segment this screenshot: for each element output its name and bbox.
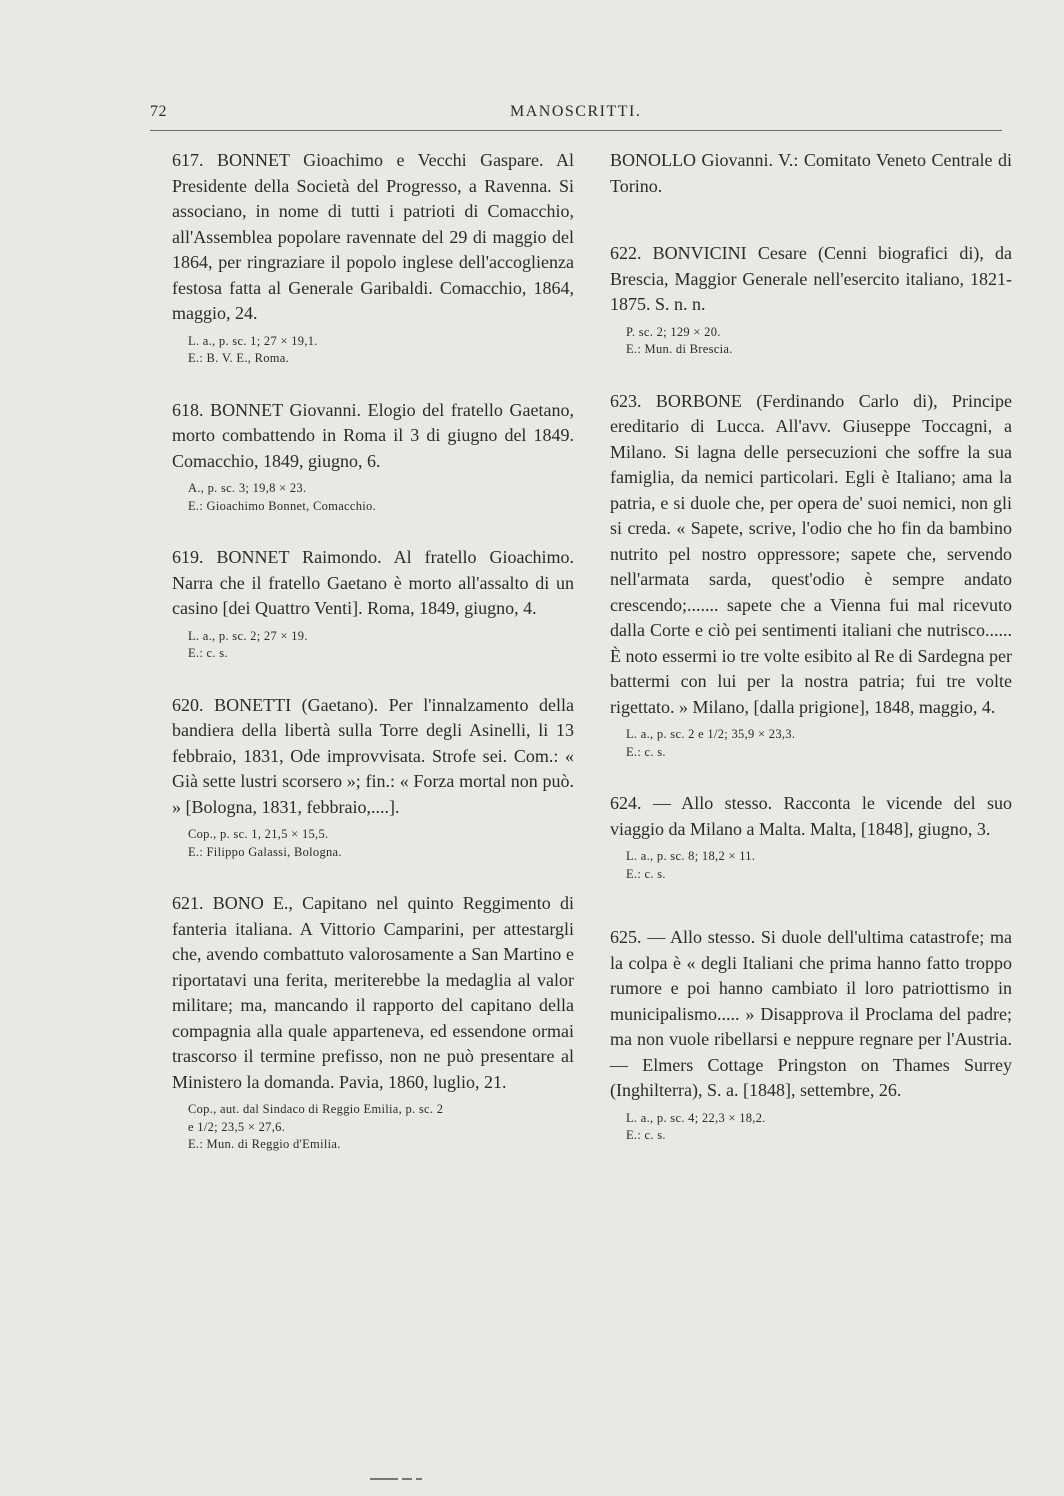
entry-text: 617. BONNET Gioachimo e Vecchi Gaspare. Al Presidente della Società del Progresso, a Ravenna. Si associano, in nome di tutti i patrioti di Comacchio, all'Assemblea popolare ravennate del 29 di maggio del 1864, per ringraziare il popolo inglese dell'accoglienza festosa fatta al Generale Garibaldi. Comacchio, 1864, maggio, 24. <box>172 150 574 323</box>
entry-text: 623. BORBONE (Ferdinando Carlo di), Principe ereditario di Lucca. All'avv. Giuseppe Toccagni, a Milano. Si lagna delle persecuzioni che soffre la sua famiglia, da nemici particolari. Egli è Italiano; ama la patria, e si duole che, per opera de' suoi nemici, non gli si creda. « Sapete, scrive, l'odio che ho fin da bambino nutrito pel nostro oppressore; sapete che, servendo nell'armata sarda, quest'odio è sempre andato crescendo;....... sapete che a Vienna fui mal ricevuto dalla Corte e ciò pei sentimenti italiani che nutrisco...... È noto essermi io tre volte esibito al Re di Sardegna per battermi con lui per la nostra patria; fui tre volte rigettato. » Milano, [dalla prigione], 1848, maggio, 4. <box>610 390 1012 717</box>
entry-text: 622. BONVICINI Cesare (Cenni biografici di), da Brescia, Maggior Generale nell'esercito italiano, 1821-1875. S. n. n. <box>610 243 1012 314</box>
entry-text: 621. BONO E., Capitano nel quinto Reggimento di fanteria italiana. A Vittorio Camparini, per attestargli che, avendo combattuto valorosamente a San Martino e riportatavi una ferita, meriterebbe la medaglia al valor militare; ma, mancando il rapporto del capitano della compagnia alla quale apparteneva, ed essendone ormai trascorso il termine prefisso, non ne può presentare al Ministero la domanda. Pavia, 1860, luglio, 21. <box>172 893 574 1092</box>
entry-meta <box>172 826 574 861</box>
left-column <box>172 148 574 1184</box>
meta-line: P. sc. 2; 129 × 20. <box>626 324 721 339</box>
running-head: MANOSCRITTI. <box>510 103 642 120</box>
meta-line: Cop., aut. dal Sindaco di Reggio Emilia, p. sc. 2 <box>188 1102 444 1116</box>
entry-619 <box>172 545 574 663</box>
page-number: 72 <box>150 103 167 120</box>
meta-line: A., p. sc. 3; 19,8 × 23. <box>188 481 307 495</box>
meta-line: L. a., p. sc. 4; 22,3 × 18,2. <box>626 1110 766 1125</box>
entry-text: 619. BONNET Raimondo. Al fratello Gioachimo. Narra che il fratello Gaetano è morto all'assalto di un casino [dei Quattro Venti]. Roma, 1849, giugno, 4. <box>172 547 574 618</box>
entry-620 <box>172 693 574 862</box>
entry-text: 618. BONNET Giovanni. Elogio del fratello Gaetano, morto combattendo in Roma il 3 di giugno del 1849. Comacchio, 1849, giugno, 6. <box>172 399 574 471</box>
entry-meta <box>172 333 574 368</box>
meta-line: e 1/2; 23,5 × 27,6. <box>188 1119 286 1134</box>
entry-meta <box>610 848 1012 883</box>
entry-meta <box>172 1101 574 1154</box>
meta-line: E.: c. s. <box>626 866 666 881</box>
meta-line: L. a., p. sc. 1; 27 × 19,1. <box>188 333 318 348</box>
meta-line: L. a., p. sc. 2 e 1/2; 35,9 × 23,3. <box>626 727 796 741</box>
meta-line: E.: Mun. di Brescia. <box>626 342 733 356</box>
entry-623 <box>610 389 1012 762</box>
meta-line: L. a., p. sc. 8; 18,2 × 11. <box>626 849 756 863</box>
meta-line: E.: Filippo Galassi, Bologna. <box>188 844 342 859</box>
entry-meta <box>610 324 1012 359</box>
entry-meta <box>610 726 1012 761</box>
meta-line: E.: B. V. E., Roma. <box>188 351 290 365</box>
entry-621 <box>172 891 574 1154</box>
meta-line: E.: c. s. <box>626 744 666 759</box>
entry-text: BONOLLO Giovanni. V.: Comitato Veneto Centrale di Torino. <box>610 150 1012 196</box>
meta-line: L. a., p. sc. 2; 27 × 19. <box>188 628 308 643</box>
entry-text: 620. BONETTI (Gaetano). Per l'innalzamento della bandiera della libertà sulla Torre degli Asinelli, li 13 febbraio, 1831, Ode improvvisata. Strofe sei. Com.: « Già sette lustri scorsero »; fin.: « Forza mortal non può. » [Bologna, 1831, febbraio,....]. <box>172 694 574 817</box>
entry-meta <box>172 628 574 663</box>
entry-618 <box>172 398 574 516</box>
right-column <box>610 148 1012 1175</box>
meta-line: E.: c. s. <box>188 646 228 660</box>
entry-625 <box>610 925 1012 1145</box>
meta-line: E.: Gioachimo Bonnet, Comacchio. <box>188 498 377 513</box>
entry-624 <box>610 791 1012 883</box>
meta-line: Cop., p. sc. 1, 21,5 × 15,5. <box>188 827 329 841</box>
entry-meta <box>172 480 574 515</box>
entry-617 <box>172 148 574 368</box>
footer-smudge <box>370 1470 510 1476</box>
entry-text: 625. — Allo stesso. Si duole dell'ultima catastrofe; ma la colpa è « degli Italiani che prima hanno fatto troppo rumore e poi hanno cambiato il loro patriottismo in municipalismo..... » Disapprova il Proclama del padre; ma non vuole ribellarsi e neppure regnare per l'Austria. — Elmers Cottage Pringston on Thames Surrey (Inghilterra), S. a. [1848], settembre, 26. <box>610 927 1012 1100</box>
entry-text: 624. — Allo stesso. Racconta le vicende del suo viaggio da Milano a Malta. Malta, [1848], giugno, 3. <box>610 793 1012 839</box>
entry-meta <box>610 1110 1012 1145</box>
entry-bonollo <box>610 148 1012 199</box>
meta-line: E.: Mun. di Reggio d'Emilia. <box>188 1137 341 1151</box>
meta-line: E.: c. s. <box>626 1128 666 1142</box>
entry-622 <box>610 241 1012 359</box>
header-rule <box>150 130 1002 131</box>
